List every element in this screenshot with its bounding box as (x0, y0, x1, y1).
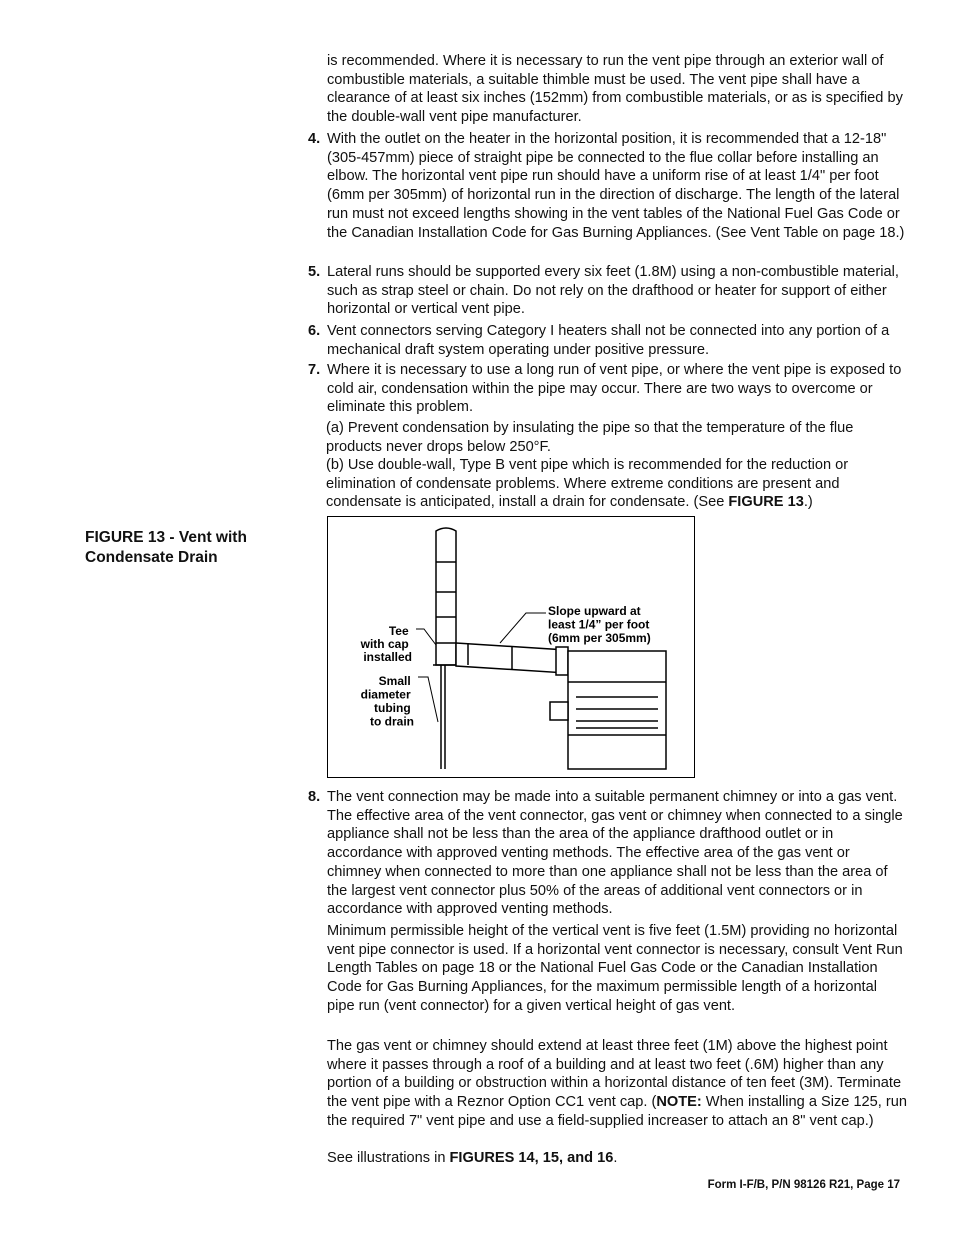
list-item-6 (308, 322, 908, 359)
item-text: Lateral runs should be supported every six feet (1.8M) using a non-combustible material, such as strap steel or chain. Do not rely on the drafthood or heater for support of either horizontal or vertical vent pipe. (327, 264, 899, 318)
item-text: Where it is necessary to use a long run of vent pipe, or where the vent pipe is exposed to cold air, condensation within the pipe may occur. There are two ways to overcome or eliminate this problem. (327, 362, 902, 416)
heater-unit (568, 651, 666, 769)
list-item-8 (308, 788, 908, 919)
figure-vent-condensate-drain (327, 516, 695, 778)
page-footer: Form I-F/B, P/N 98126 R21, Page 17 (707, 1179, 900, 1191)
figures-reference: FIGURES 14, 15, and 16 (449, 1150, 614, 1166)
label-slope: Slope upward at least 1/4” per foot (6mm per 305mm) (548, 604, 651, 645)
list-item-5 (308, 263, 908, 319)
item-text: With the outlet on the heater in the horizontal position, it is recommended that a 12-18" (305-457mm) piece of straight pipe be connected to the flue collar before installing an elbow. The horizontal vent pipe run should have a uniform rise of at least 1/4" per foot (6mm per 305mm) of horizontal run in the direction of discharge. The length of the lateral run must not exceed lengths showing in the vent tables of the National Fuel Gas Code or the Canadian Installation Code for Gas Burning Appliances. (See Vent Table on page 18.) (327, 131, 905, 241)
vent-diagram (328, 517, 696, 779)
list-item-4 (308, 130, 908, 242)
item-number: 8. (308, 789, 321, 805)
item-number: 6. (308, 323, 321, 339)
item7-option-b: (b) Use double-wall, Type B vent pipe which is recommended for the reduction or elimination of condensate problems. Where extreme conditions are present and condensate is anticipated, install a drain for condensate. (See FIGURE 13.) (326, 457, 849, 511)
intro-paragraph: is recommended. Where it is necessary to run the vent pipe through an exterior wall of combustible materials, a suitable thimble must be used. The vent pipe shall have a clearance of at least six inches (152mm) from combustible materials, or as is specified by the double-wall vent pipe manufacturer. (327, 53, 903, 126)
note-label: NOTE: (656, 1094, 702, 1111)
horizontal-vent-pipe (456, 643, 566, 673)
item8-see-illustrations: See illustrations in FIGURES 14, 15, and 16. (327, 1150, 618, 1166)
item8-paragraph-3: The gas vent or chimney should extend at least three feet (1M) above the highest point where it passes through a roof of a building and at least two feet (.6M) higher than any portion of a building or obstruction within a horizontal distance of ten feet (3M). Terminate the vent pipe with a Reznor Option CC1 vent cap. (NOTE: When installing a Size 125, run the required 7" vent pipe and use a field-supplied increaser to attach an 8" vent cap.) (327, 1038, 907, 1129)
item-number: 7. (308, 362, 321, 378)
item-number: 5. (308, 264, 321, 280)
vertical-vent-pipe (436, 528, 456, 665)
item7-option-a: (a) Prevent condensation by insulating the pipe so that the temperature of the flue products never drops below 250°F. (326, 420, 854, 455)
label-tubing: Small diameter tubing to drain (360, 674, 414, 729)
label-tee: Tee with cap installed (360, 624, 412, 664)
item-text: Vent connectors serving Category I heaters shall not be connected into any portion of a mechanical draft system operating under positive pressure. (327, 323, 890, 358)
list-item-7 (308, 361, 908, 417)
item8-paragraph-2: Minimum permissible height of the vertical vent is five feet (1.5M) providing no horizontal vent pipe connector is used. If a horizontal vent connector is necessary, consult Vent Run Length Tables on page 18 or the National Fuel Gas Code or the Canadian Installation Code for Gas Burning Appliances, for the maximum permissible length of a horizontal pipe run (vent connector) for a given vertical height of gas vent. (327, 923, 903, 1014)
item-number: 4. (308, 131, 321, 147)
figure-reference: FIGURE 13 (728, 494, 804, 511)
figure-caption: FIGURE 13 - Vent with Condensate Drain (85, 529, 247, 566)
item8-paragraph-1: The vent connection may be made into a suitable permanent chimney or into a gas vent. The effective area of the vent connector, gas vent or chimney when connected to a single appliance shall not be less than the area of the appliance drafthood outlet or in accordance with approved venting methods. The effective area of the gas vent or chimney when connected to more than one appliance shall not be less than the area of the largest vent connector plus 50% of the areas of additional vent connectors or in accordance with approved venting methods. (327, 789, 903, 918)
